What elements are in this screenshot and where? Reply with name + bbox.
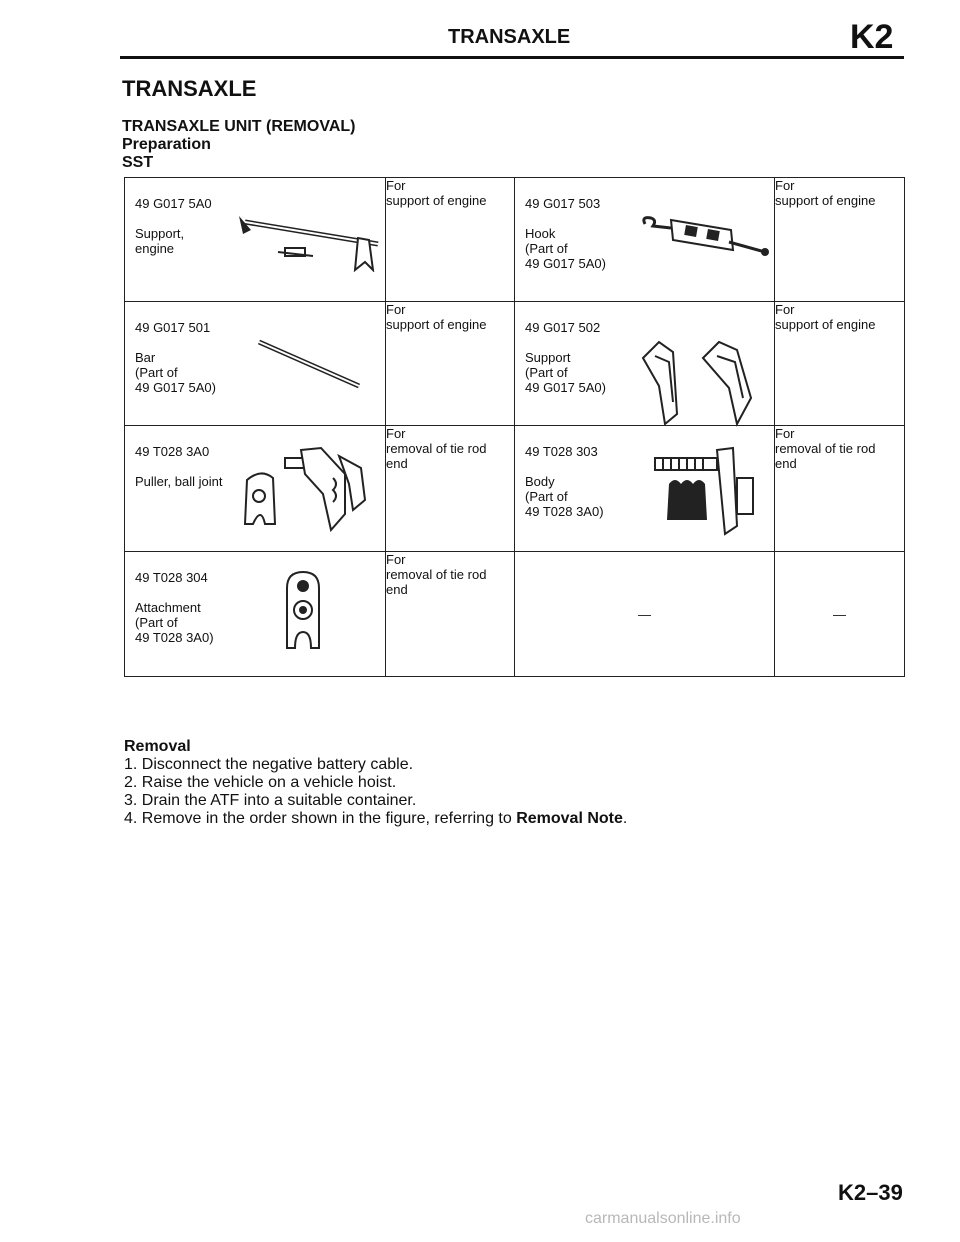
tool-name: (Part of [525,241,568,256]
usage-text: For [386,302,406,317]
tool-name: 49 T028 3A0) [525,504,604,519]
empty-tool-cell: — [515,552,775,677]
usage-text: For [386,178,406,193]
sst-heading: SST [122,154,154,171]
tool-name: 49 G017 5A0) [525,380,606,395]
hook-illustration [641,214,771,264]
tool-name: Hook [525,226,556,241]
support-illustration [639,328,769,428]
page-number: K2–39 [838,1180,903,1205]
tool-cell [125,178,386,302]
header-section-code: K2 [850,18,894,56]
subsection-title: TRANSAXLE UNIT (REMOVAL) [122,118,356,135]
ball-joint-puller-illustration [241,444,381,534]
usage-text: For [386,426,406,441]
tool-part-number: 49 G017 502 [525,320,601,335]
usage-text: For [775,178,795,193]
table-row [125,552,905,677]
usage-text: end [775,456,797,471]
tool-cell [125,426,386,552]
section-title: TRANSAXLE [122,76,257,101]
removal-procedure [124,738,627,828]
usage-text: support of engine [775,193,876,208]
header-title: TRANSAXLE [448,26,571,48]
table-row [125,302,905,426]
tool-cell [515,178,775,302]
tool-name: Support [525,350,571,365]
tool-name: Body [525,474,555,489]
tool-name: Support, [135,226,185,241]
table-row [125,426,905,552]
tool-name: (Part of [135,365,178,380]
empty-usage-cell: — [775,552,905,677]
tool-part-number: 49 G017 5A0 [135,196,212,211]
usage-cell [386,302,515,426]
usage-text: removal of tie rod [386,567,487,582]
tool-name: (Part of [525,489,568,504]
usage-text: support of engine [775,317,876,332]
usage-cell [775,178,905,302]
usage-text: For [775,426,795,441]
removal-step: 1. Disconnect the negative battery cable. [124,756,414,773]
usage-cell [386,552,515,677]
usage-text: support of engine [386,193,487,208]
usage-cell [386,426,515,552]
removal-step: 2. Raise the vehicle on a vehicle hoist. [124,774,397,791]
tool-name: Bar [135,350,156,365]
removal-heading: Removal [124,738,191,755]
tool-name: Puller, ball joint [135,474,223,489]
usage-text: end [386,456,408,471]
tool-cell [515,426,775,552]
tool-cell [515,302,775,426]
tool-part-number: 49 T028 304 [135,570,208,585]
tool-name: (Part of [135,615,178,630]
usage-cell [775,302,905,426]
usage-text: support of engine [386,317,487,332]
preparation-heading: Preparation [122,136,211,153]
removal-step: 4. Remove in the order shown in the figure, referring to Removal Note. [124,810,628,827]
tool-name: 49 T028 3A0) [135,630,214,645]
engine-support-illustration [233,212,385,272]
tool-part-number: 49 G017 503 [525,196,601,211]
tool-part-number: 49 G017 501 [135,320,211,335]
removal-step: 3. Drain the ATF into a suitable container. [124,792,417,809]
usage-text: For [775,302,795,317]
tool-name: 49 G017 5A0) [525,256,606,271]
usage-text: end [386,582,408,597]
usage-text: removal of tie rod [386,441,487,456]
tool-part-number: 49 T028 3A0 [135,444,210,459]
sst-table [124,177,905,677]
usage-cell [775,426,905,552]
tool-cell [125,302,386,426]
bar-illustration [255,338,365,390]
tool-name: 49 G017 5A0) [135,380,216,395]
tool-name: engine [135,241,175,256]
watermark: carmanualsonline.info [585,1210,741,1227]
usage-text: removal of tie rod [775,441,876,456]
attachment-illustration [283,568,323,652]
usage-cell [386,178,515,302]
removal-note-reference: Removal Note [516,810,623,827]
usage-text: For [386,552,406,567]
tool-name: (Part of [525,365,568,380]
tool-cell [125,552,386,677]
table-row [125,178,905,302]
tool-part-number: 49 T028 303 [525,444,598,459]
tool-name: Attachment [135,600,201,615]
header-rule [120,56,904,59]
puller-body-illustration [641,446,759,538]
